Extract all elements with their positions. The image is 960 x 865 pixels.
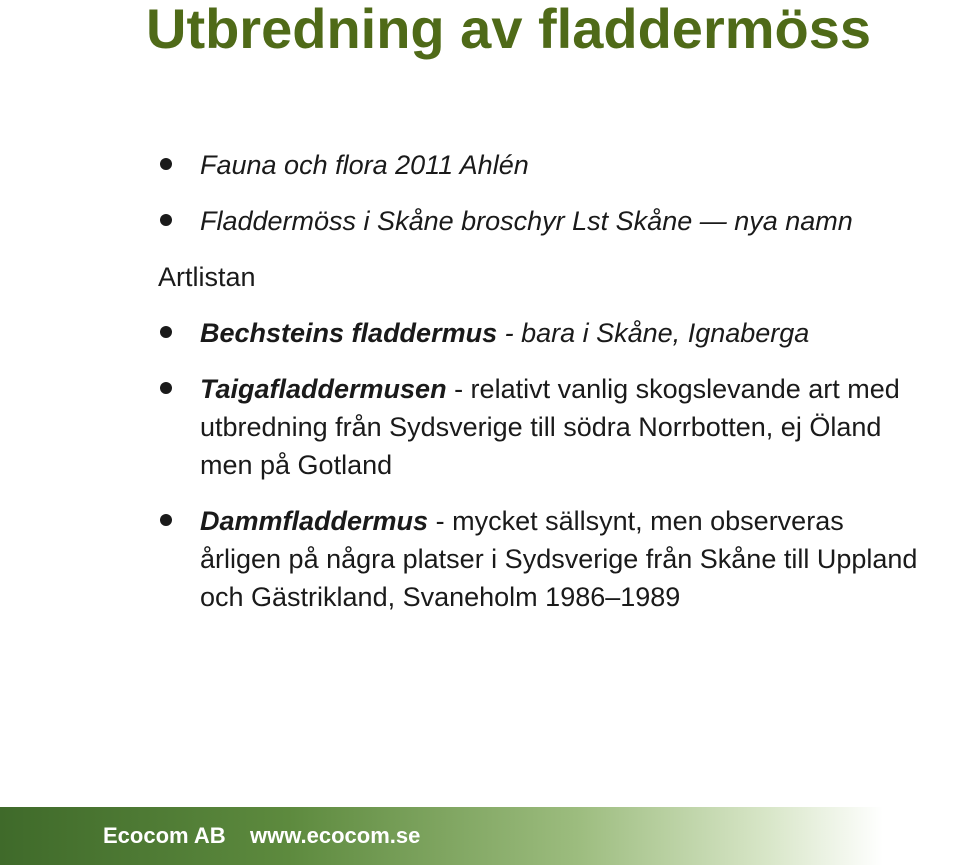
footer-company: Ecocom AB xyxy=(103,823,226,848)
bullet-item-fladdermoss-broschyr xyxy=(158,202,918,240)
bullet-icon xyxy=(160,326,172,338)
slide-body xyxy=(158,146,918,616)
bullet-item-bechsteins xyxy=(158,314,918,352)
slide-title: Utbredning av fladdermöss xyxy=(146,0,872,60)
bullet-text: Fauna och flora 2011 Ahlén xyxy=(200,150,529,180)
section-label-artlistan: Artlistan xyxy=(158,262,256,292)
bullet-text: Fladdermöss i Skåne broschyr Lst Skåne — nya namn xyxy=(200,206,853,236)
bullet-icon xyxy=(160,514,172,526)
footer-bar xyxy=(0,807,960,865)
species-name: Bechsteins fladdermus xyxy=(200,318,498,348)
species-description: - relativt vanlig skogslevande art med utbredning från Sydsverige till södra Norrbotten, ej Öland men på Gotland xyxy=(200,374,900,480)
bullet-item-taigafladdermusen xyxy=(158,370,918,484)
bullet-item-fauna-och-flora xyxy=(158,146,918,184)
species-description: - mycket sällsynt, men observeras årligen på några platser i Sydsverige från Skåne till Uppland och Gästrikland, Svaneholm 1986–1989 xyxy=(200,506,918,612)
species-name: Taigafladdermusen xyxy=(200,374,447,404)
bullet-icon xyxy=(160,214,172,226)
bullet-icon xyxy=(160,382,172,394)
bullet-item-dammfladdermus xyxy=(158,502,918,616)
species-description: - bara i Skåne, Ignaberga xyxy=(497,318,810,348)
footer-url-link[interactable]: www.ecocom.se xyxy=(250,823,421,848)
bullet-icon xyxy=(160,158,172,170)
species-name: Dammfladdermus xyxy=(200,506,429,536)
